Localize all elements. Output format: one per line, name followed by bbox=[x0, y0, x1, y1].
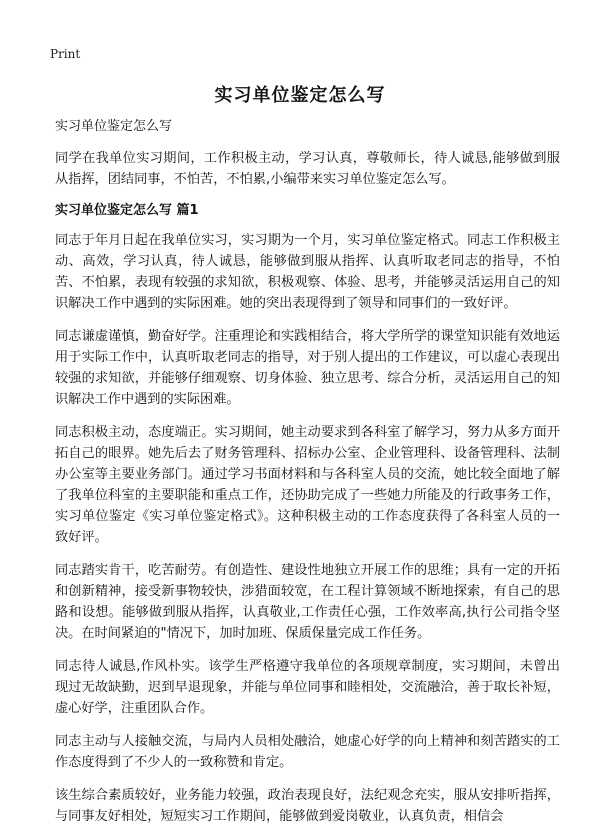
print-link[interactable]: Print bbox=[50, 47, 81, 61]
body-paragraph-5: 同志待人诚恳,作风朴实。该学生严格遵守我单位的各项规章制度，实习期间，未曾出现过无故缺勤，迟到早退现象，并能与单位同事和睦相处，交流融洽，善于取长补短，虚心好学，注重团队合作。 bbox=[55, 659, 560, 716]
body-paragraph-7: 该生综合素质较好，业务能力较强，政治表现良好，法纪观念充实，服从安排听指挥，与同事友好相处，短短实习工作期间，能够做到爱岗敬业，认真负责，相信会 bbox=[55, 788, 560, 824]
document-body bbox=[55, 118, 560, 828]
intro-paragraph: 同学在我单位实习期间，工作积极主动，学习认真，尊敬师长，待人诚恳,能够做到服从指挥，团结同事，不怕苦，不怕累,小编带来实习单位鉴定怎么写。 bbox=[55, 151, 560, 187]
body-paragraph-4: 同志踏实肯干，吃苦耐劳。有创造性、建设性地独立开展工作的思维；具有一定的开拓和创新精神，接受新事物较快，涉猎面较宽，在工程计算领域不断地探索，有自己的思路和设想。能够做到服从指挥，认真敬业,工作责任心强，工作效率高,执行公司指令坚决。在时间紧迫的"情况下，加时加班、保质保量完成工作任务。 bbox=[55, 563, 560, 641]
section-heading: 实习单位鉴定怎么写 篇1 bbox=[55, 203, 199, 218]
body-paragraph-6: 同志主动与人接触交流，与局内人员相处融洽，她虚心好学的向上精神和刻苦踏实的工作态度得到了不少人的一致称赞和肯定。 bbox=[55, 734, 560, 770]
document-subtitle: 实习单位鉴定怎么写 bbox=[55, 119, 173, 134]
page-title: 实习单位鉴定怎么写 bbox=[214, 85, 386, 106]
body-paragraph-3: 同志积极主动，态度端正。实习期间，她主动要求到各科室了解学习，努力从多方面开拓自己的眼界。她先后去了财务管理科、招标办公室、企业管理科、设备管理科、法制办公室等主要业务部门。通过学习书面材料和与各科室人员的交流，她比较全面地了解了我单位科室的主要职能和重点工作，还协助完成了一些她力所能及的行政事务工作，实习单位鉴定《实习单位鉴定格式》。这种积极主动的工作态度获得了各科室人员的一致好评。 bbox=[55, 425, 560, 545]
body-paragraph-1: 同志于年月日起在我单位实习，实习期为一个月，实习单位鉴定格式。同志工作积极主动、高效，学习认真，待人诚恳，能够做到服从指挥、认真听取老同志的指导，不怕苦、不怕累，表现有较强的求知欲，积极观察、体验、思考，并能够灵活运用自己的知识解决工作中遇到的实际困难。她的突出表现得到了领导和同事们的一致好评。 bbox=[55, 233, 560, 311]
body-paragraph-2: 同志谦虚谨慎，勤奋好学。注重理论和实践相结合，将大学所学的课堂知识能有效地运用于实际工作中，认真听取老同志的指导，对于别人提出的工作建议，可以虚心表现出较强的求知欲，并能够仔细观察、切身体验、独立思考、综合分析，灵活运用自己的知识解决工作中遇到的实际困难。 bbox=[55, 329, 560, 407]
